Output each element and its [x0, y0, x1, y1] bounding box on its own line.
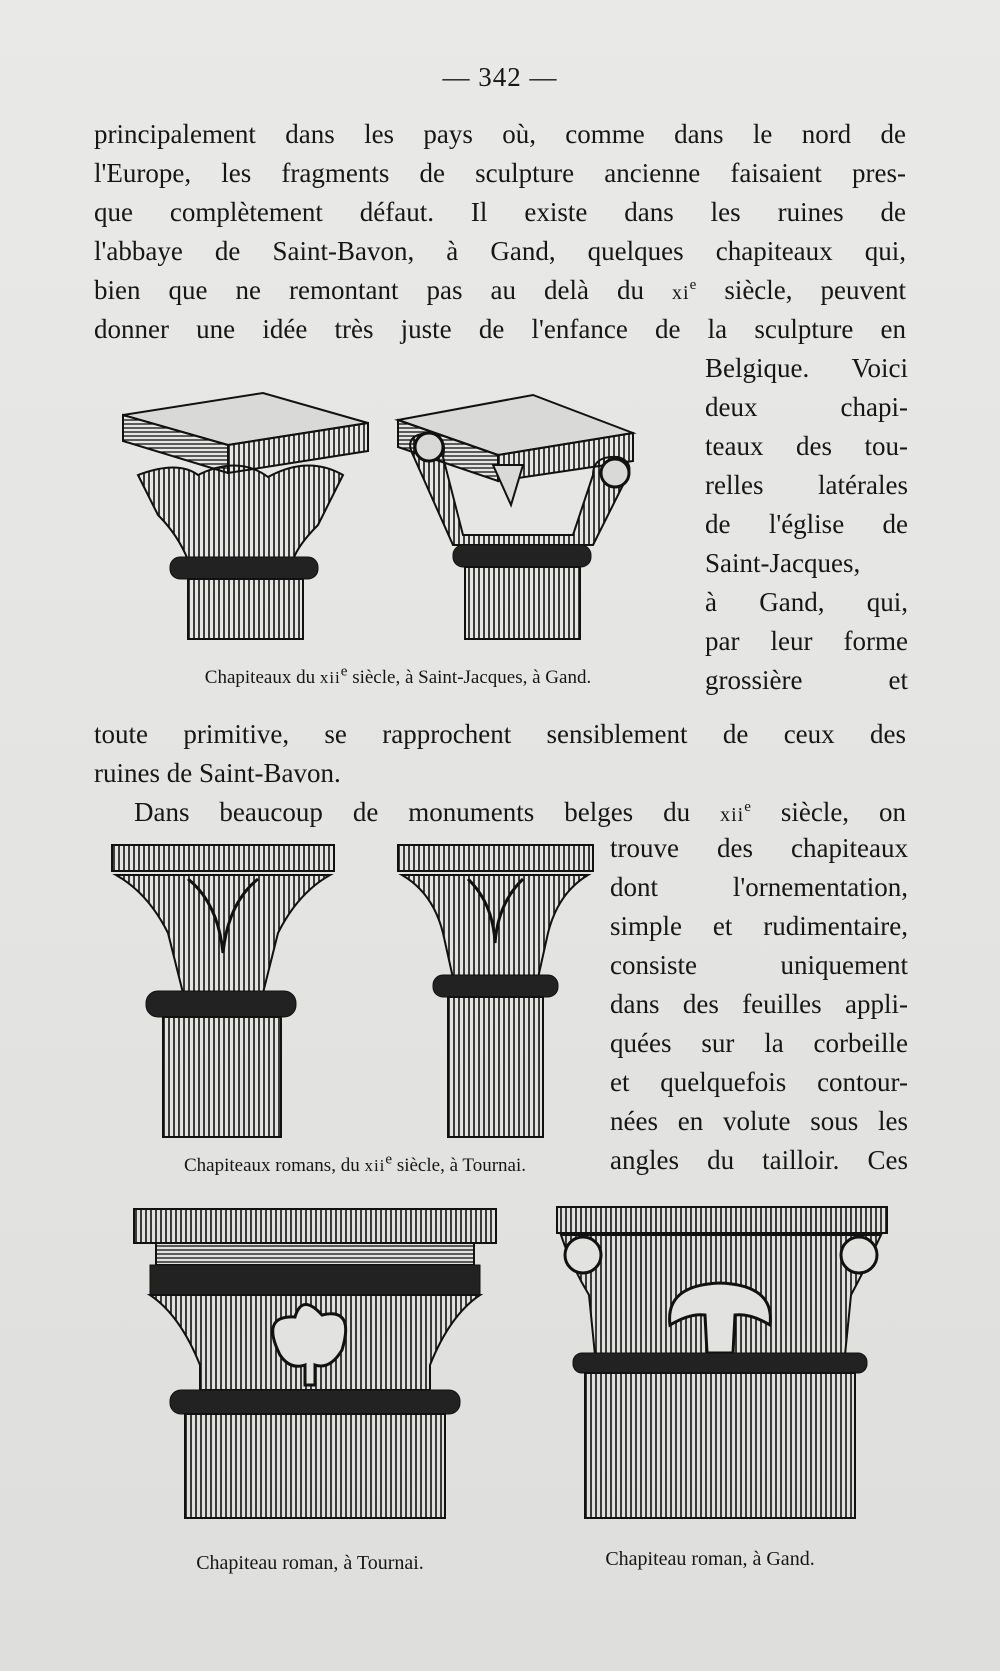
text-line: quées sur la corbeille: [610, 1028, 908, 1058]
text-line: grossière et: [705, 665, 908, 695]
figure-capitals-tournai: [108, 843, 598, 1143]
text-line: donner une idée très juste de l'enfance de la sculpture en: [94, 314, 906, 344]
text-line: l'Europe, les fragments de sculpture ancienne faisaient pres-: [94, 158, 906, 188]
capital-tournai: [134, 1209, 496, 1518]
figure-caption-3: Chapiteau roman, à Tournai.: [196, 1552, 424, 1574]
century-numeral: xii: [720, 804, 745, 826]
text-line: Belgique. Voici: [705, 353, 908, 383]
side-column-1: [705, 349, 908, 700]
page-number: — 342 —: [442, 62, 558, 92]
text-line: ruines de Saint-Bavon.: [94, 758, 341, 788]
text-line: que complètement défaut. Il existe dans les ruines de: [94, 197, 906, 227]
text-line: bien que ne remontant pas au delà du $xi^e$ siècle, peuvent: [94, 275, 907, 305]
superscript: e: [689, 277, 697, 293]
text-line: l'abbaye de Saint-Bavon, à Gand, quelques chapiteaux qui,: [94, 236, 906, 266]
text-line: trouve des chapiteaux: [610, 833, 908, 863]
paragraph-1: [94, 115, 906, 349]
paragraph-2: [94, 715, 906, 832]
text-line: par leur forme: [705, 626, 908, 656]
capital-right: [398, 845, 593, 1137]
figure-caption-2: Chapiteaux romans, du xii$^e$ siècle, à Tournai.: [183, 1151, 526, 1176]
capital-left: [112, 845, 334, 1137]
text-line: de l'église de: [705, 509, 908, 539]
figure-capitals-saint-jacques: [118, 375, 678, 645]
text-line: deux chapi-: [705, 392, 908, 422]
capital-left: [123, 393, 368, 639]
text-line: nées en volute sous les: [610, 1106, 908, 1136]
text-line: angles du tailloir. Ces: [610, 1145, 908, 1175]
figure-caption-4: Chapiteau roman, à Gand.: [605, 1548, 815, 1570]
text-line: simple et rudimentaire,: [610, 911, 908, 941]
text-line: à Gand, qui,: [705, 587, 908, 617]
capital-gand: [557, 1207, 887, 1518]
text-line: principalement dans les pays où, comme dans le nord de: [94, 119, 906, 149]
text-line: relles latérales: [705, 470, 908, 500]
text-line: consiste uniquement: [610, 950, 908, 980]
text-line: toute primitive, se rapprochent sensiblement de ceux des: [94, 719, 906, 749]
text-line: et quelquefois contour-: [610, 1067, 908, 1097]
figure-capitals-pair: [130, 1205, 900, 1520]
figure-caption-1: Chapiteaux du xii$^e$ siècle, à Saint-Jacques, à Gand.: [204, 663, 592, 688]
text-line: dans des feuilles appli-: [610, 989, 908, 1019]
text-line: Saint-Jacques,: [705, 548, 861, 578]
side-column-2: [610, 829, 908, 1180]
text-line: teaux des tou-: [705, 431, 908, 461]
century-numeral: xi: [672, 282, 690, 304]
capital-right: [398, 395, 633, 639]
text-line: Dans beaucoup de monuments belges du xii$^e$ siècle, on: [134, 797, 907, 827]
text-line: dont l'ornementation,: [610, 872, 908, 902]
